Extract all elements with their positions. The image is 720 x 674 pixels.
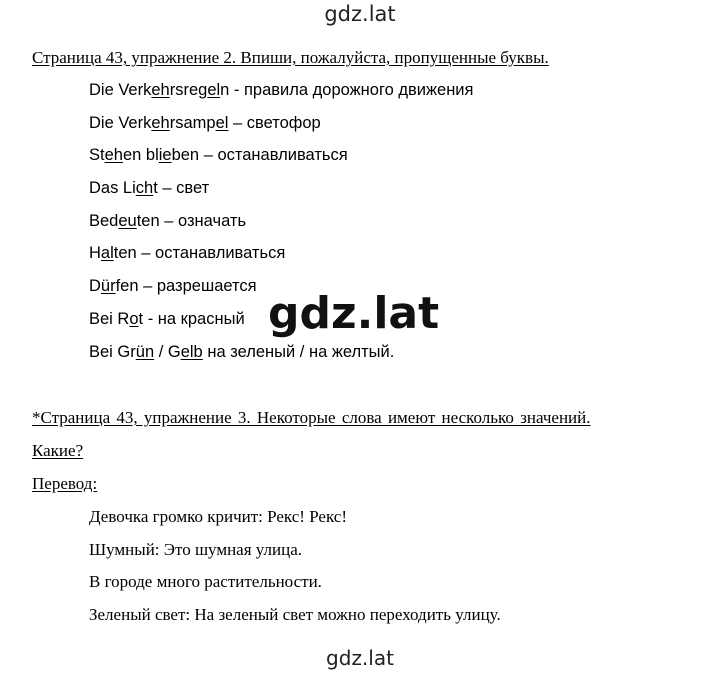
vocab-text: Die Verk [89,81,152,99]
vocab-text: ten – означать [136,212,247,230]
inserted-letters: el [215,114,229,132]
vocab-item [89,310,245,329]
vocab-text: en bl [122,146,159,164]
translation-item: Зеленый свет: На зеленый свет можно переходить улицу. [89,605,501,624]
inserted-letters: ie [158,146,172,164]
vocab-text: ben – останавливаться [171,146,348,164]
vocab-text: Die Verk [89,114,152,132]
vocab-text: Das Li [89,179,136,197]
vocab-text: n - правила дорожного движения [220,81,474,99]
inserted-letters: elb [180,343,203,361]
inserted-letters: eh [151,114,170,132]
exercise3-heading: *Страница 43, упражнение 3. Некоторые слова имеют несколько значений. [32,408,591,427]
inserted-letters: ün [135,343,155,361]
vocab-text: – светофор [228,114,321,132]
inserted-letters: eh [104,146,123,164]
inserted-letters: o [129,310,139,328]
vocab-item [89,244,285,263]
vocab-text: rsreg [169,81,208,99]
vocab-text: Bei R [89,310,130,328]
vocab-text: / G [154,343,181,361]
vocab-item [89,343,394,362]
vocab-text: t - на красный [138,310,245,328]
inserted-letters: eh [151,81,170,99]
inserted-letters: eu [118,212,137,230]
vocab-item [89,277,257,296]
vocab-text: rsamp [169,114,216,132]
translation-label: Перевод: [32,474,98,493]
translation-item: В городе много растительности. [89,572,322,591]
vocab-text: ten – останавливаться [113,244,286,262]
watermark-middle: gdz.lat [268,288,440,339]
vocab-text: fen – разрешается [115,277,257,295]
vocab-text: Bed [89,212,119,230]
inserted-letters: ür [100,277,116,295]
vocab-text: D [89,277,101,295]
vocab-item [89,212,246,231]
vocab-text: St [89,146,105,164]
vocab-text: Bei Gr [89,343,136,361]
vocab-item [89,179,209,198]
inserted-letters: ch [135,179,154,197]
inserted-letters: el [207,81,221,99]
vocab-text: на зеленый / на желтый. [202,343,395,361]
translation-item: Шумный: Это шумная улица. [89,540,303,559]
watermark-top: gdz.lat [324,2,396,26]
vocab-item [89,81,473,100]
vocab-item [89,146,348,165]
watermark-bottom: gdz.lat [326,646,394,670]
exercise3-heading-line2: Какие? [32,441,84,460]
inserted-letters: al [100,244,114,262]
vocab-text: t – свет [153,179,210,197]
exercise2-heading: Страница 43, упражнение 2. Впиши, пожалуйста, пропущенные буквы. [32,48,549,67]
vocab-text: H [89,244,101,262]
translation-item: Девочка громко кричит: Рекс! Рекс! [89,507,348,526]
vocab-item [89,114,321,133]
